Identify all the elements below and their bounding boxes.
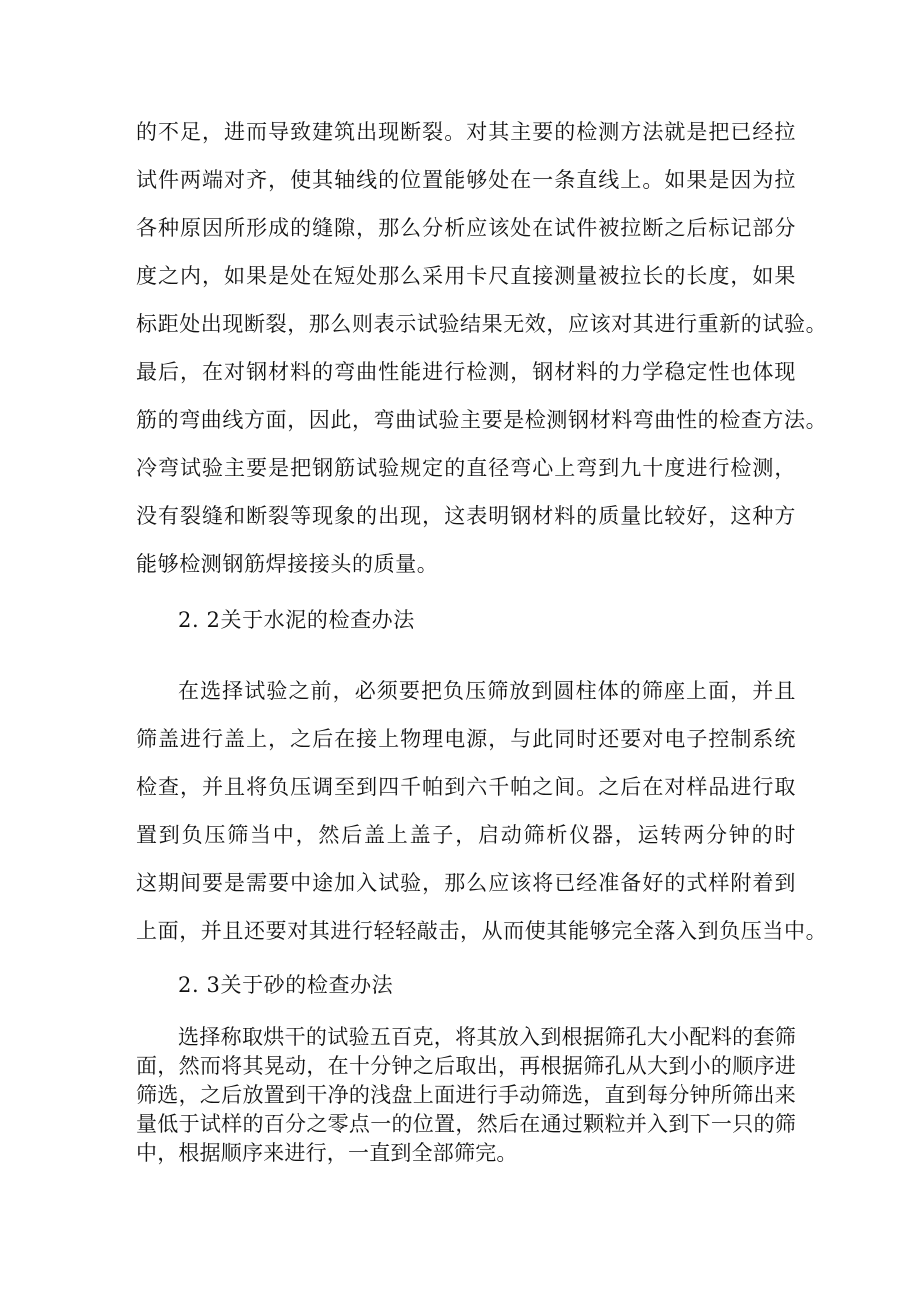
text-line: 面，然而将其晃动，在十分钟之后取出，再根据筛孔从大到小的顺序进 — [136, 1054, 796, 1078]
text-line: 在选择试验之前，必须要把负压筛放到圆柱体的筛座上面，并且 — [178, 679, 796, 703]
text-line: 选择称取烘干的试验五百克，将其放入到根据筛孔大小配料的套筛 — [178, 1025, 796, 1049]
text-line: 筋的弯曲线方面，因此，弯曲试验主要是检测钢材料弯曲性的检查方法。 — [136, 408, 828, 432]
text-line: 试件两端对齐，使其轴线的位置能够处在一条直线上。如果是因为拉 — [136, 168, 796, 192]
section-heading-sand: 2. 3关于砂的检查办法 — [178, 973, 394, 997]
text-line: 检查，并且将负压调至到四千帕到六千帕之间。之后在对样品进行取 — [136, 775, 796, 799]
section-heading-cement: 2. 2关于水泥的检查办法 — [178, 608, 415, 632]
text-line: 标距处出现断裂，那么则表示试验结果无效，应该对其进行重新的试验。 — [136, 312, 828, 336]
text-line: 筛盖进行盖上，之后在接上物理电源，与此同时还要对电子控制系统 — [136, 727, 796, 751]
text-line: 能够检测钢筋焊接接头的质量。 — [136, 552, 439, 576]
text-line: 各种原因所形成的缝隙，那么分析应该处在试件被拉断之后标记部分 — [136, 216, 796, 240]
text-line: 中，根据顺序来进行，一直到全部筛完。 — [136, 1141, 518, 1165]
text-line: 上面，并且还要对其进行轻轻敲击，从而使其能够完全落入到负压当中。 — [136, 919, 828, 943]
text-line: 冷弯试验主要是把钢筋试验规定的直径弯心上弯到九十度进行检测， — [136, 456, 796, 480]
text-line: 的不足，进而导致建筑出现断裂。对其主要的检测方法就是把已经拉 — [136, 120, 796, 144]
text-line: 没有裂缝和断裂等现象的出现，这表明钢材料的质量比较好，这种方 — [136, 504, 796, 528]
text-line: 筛选，之后放置到干净的浅盘上面进行手动筛选，直到每分钟所筛出来 — [136, 1083, 796, 1107]
text-line: 这期间要是需要中途加入试验，那么应该将已经准备好的式样附着到 — [136, 871, 796, 895]
text-line: 量低于试样的百分之零点一的位置，然后在通过颗粒并入到下一只的筛 — [136, 1112, 796, 1136]
text-line: 度之内，如果是处在短处那么采用卡尺直接测量被拉长的长度，如果 — [136, 264, 796, 288]
text-line: 置到负压筛当中，然后盖上盖子，启动筛析仪器，运转两分钟的时 — [136, 823, 796, 847]
text-line: 最后，在对钢材料的弯曲性能进行检测，钢材料的力学稳定性也体现 — [136, 360, 796, 384]
